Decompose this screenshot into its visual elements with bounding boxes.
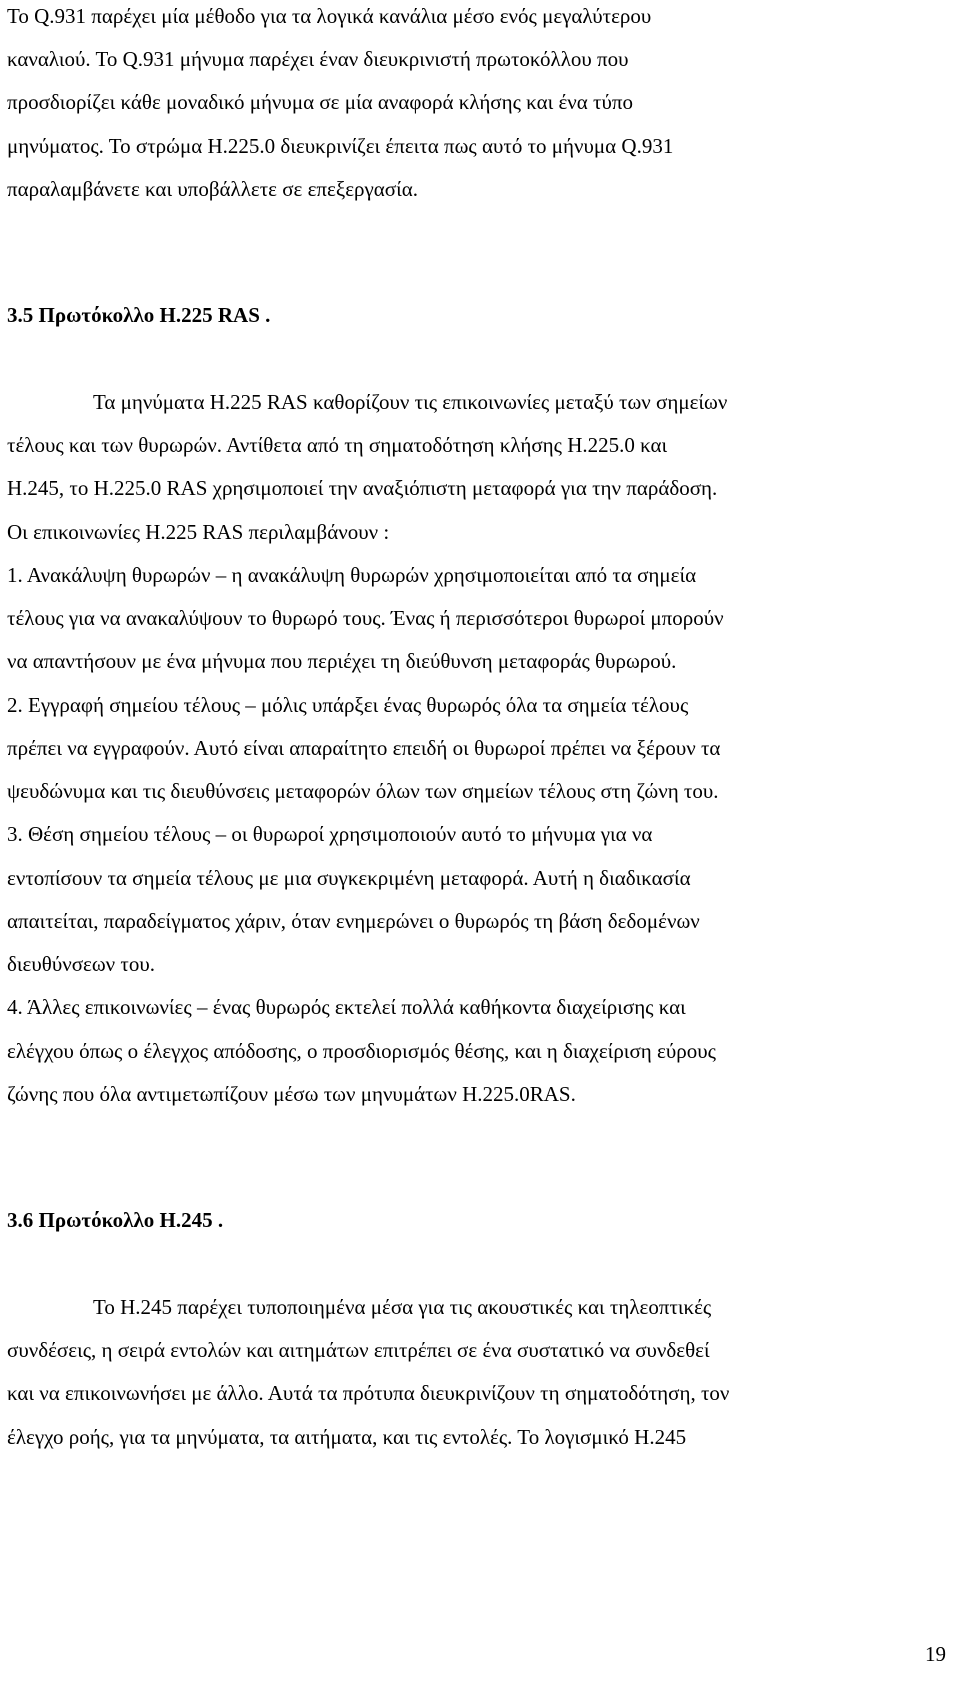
text-line: ψευδώνυμα και τις διευθύνσεις μεταφορών όλων των σημείων τέλους στη ζώνη του. — [7, 779, 719, 803]
text-line: Το Q.931 παρέχει μία μέθοδο για τα λογικά κανάλια μέσο ενός μεγαλύτερου — [7, 4, 652, 28]
text-line: και να επικοινωνήσει με άλλο. Αυτά τα πρότυπα διευκρινίζουν τη σηματοδότηση, τον — [7, 1381, 730, 1405]
text-line: τέλους για να ανακαλύψουν το θυρωρό τους. Ένας ή περισσότεροι θυρωροί μπορούν — [7, 606, 724, 630]
text-line: προσδιορίζει κάθε μοναδικό μήνυμα σε μία αναφορά κλήσης και ένα τύπο — [7, 90, 633, 114]
text-line: Οι επικοινωνίες H.225 RAS περιλαμβάνουν : — [7, 520, 390, 544]
text-line: διευθύνσεων του. — [7, 952, 156, 976]
text-line: έλεγχο ροής, για τα μηνύματα, τα αιτήματα, και τις εντολές. Το λογισμικό H.245 — [7, 1425, 687, 1449]
text-line: ζώνης που όλα αντιμετωπίζουν μέσω των μηνυμάτων H.225.0RAS. — [7, 1082, 576, 1106]
text-line: Το H.245 παρέχει τυποποιημένα μέσα για τις ακουστικές και τηλεοπτικές — [93, 1295, 712, 1319]
text-line: εντοπίσουν τα σημεία τέλους με μια συγκεκριμένη μεταφορά. Αυτή η διαδικασία — [7, 866, 691, 890]
page-number: 19 — [925, 1642, 946, 1666]
text-line: να απαντήσουν με ένα μήνυμα που περιέχει τη διεύθυνση μεταφοράς θυρωρού. — [7, 649, 677, 673]
text-line: H.245, το H.225.0 RAS χρησιμοποιεί την αναξιόπιστη μεταφορά για την παράδοση. — [7, 476, 718, 500]
text-line: καναλιού. Το Q.931 μήνυμα παρέχει έναν διευκρινιστή πρωτοκόλλου που — [7, 47, 629, 71]
text-line: συνδέσεις, η σειρά εντολών και αιτημάτων επιτρέπει σε ένα συστατικό να συνδεθεί — [7, 1338, 710, 1362]
text-line: παραλαμβάνετε και υποβάλλετε σε επεξεργασία. — [7, 177, 419, 201]
text-line: ελέγχου όπως ο έλεγχος απόδοσης, ο προσδιορισμός θέσης, και η διαχείριση εύρους — [7, 1039, 716, 1063]
text-line: 2. Εγγραφή σημείου τέλους – μόλις υπάρξει ένας θυρωρός όλα τα σημεία τέλους — [7, 693, 689, 717]
text-line: 1. Ανακάλυψη θυρωρών – η ανακάλυψη θυρωρών χρησιμοποιείται από τα σημεία — [7, 563, 697, 587]
text-line: μηνύματος. Το στρώμα H.225.0 διευκρινίζει έπειτα πως αυτό το μήνυμα Q.931 — [7, 134, 674, 158]
text-line: 4. Άλλες επικοινωνίες – ένας θυρωρός εκτελεί πολλά καθήκοντα διαχείρισης και — [7, 995, 686, 1019]
text-line: πρέπει να εγγραφούν. Αυτό είναι απαραίτητο επειδή οι θυρωροί πρέπει να ξέρουν τα — [7, 736, 721, 760]
text-line: τέλους και των θυρωρών. Αντίθετα από τη σηματοδότηση κλήσης H.225.0 και — [7, 433, 668, 457]
text-line: 3. Θέση σημείου τέλους – οι θυρωροί χρησιμοποιούν αυτό το μήνυμα για να — [7, 822, 653, 846]
section-heading-3-5: 3.5 Πρωτόκολλο H.225 RAS . — [7, 303, 271, 327]
text-line: απαιτείται, παραδείγματος χάριν, όταν ενημερώνει ο θυρωρός τη βάση δεδομένων — [7, 909, 700, 933]
section-heading-3-6: 3.6 Πρωτόκολλο H.245 . — [7, 1208, 224, 1232]
text-line: Τα μηνύματα H.225 RAS καθορίζουν τις επικοινωνίες μεταξύ των σημείων — [93, 390, 728, 414]
